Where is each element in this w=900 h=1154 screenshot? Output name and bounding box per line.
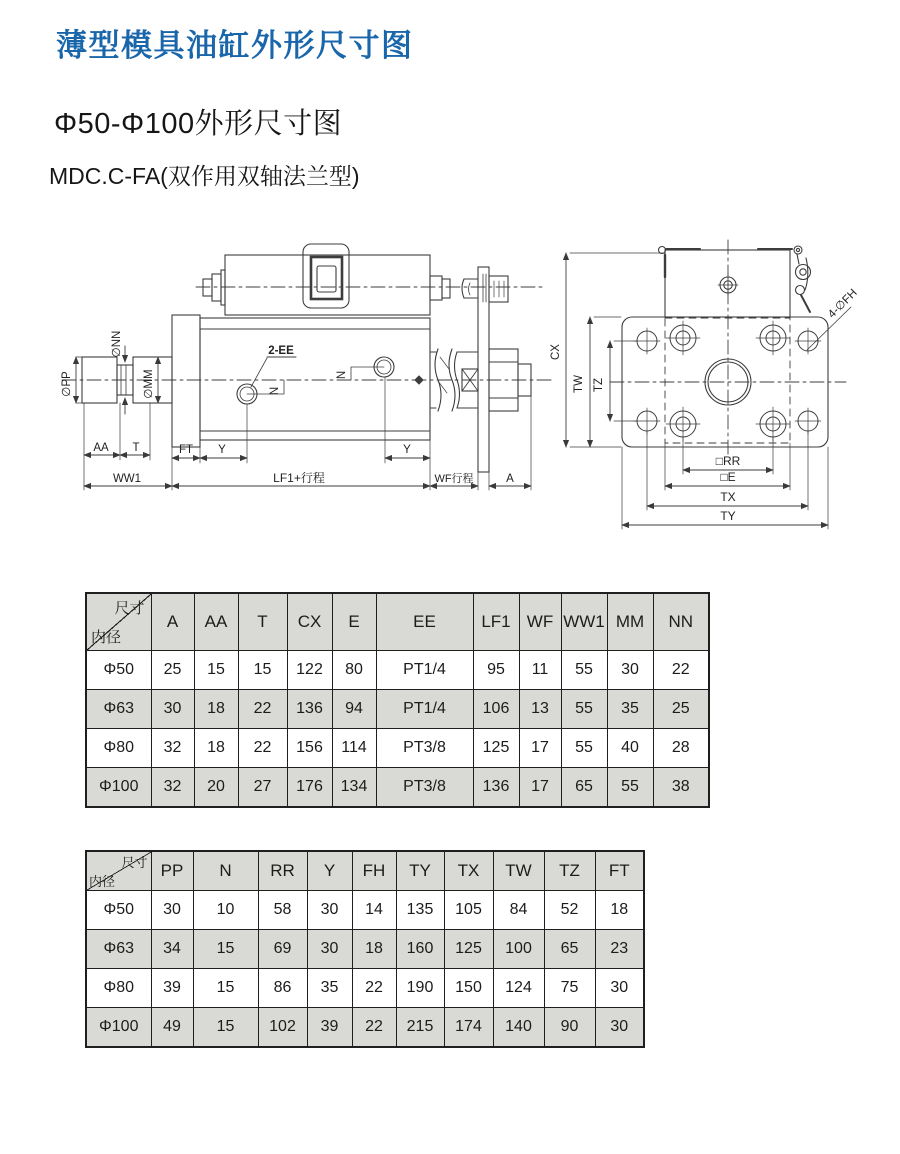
dim-cell: PT3/8 [376,729,473,768]
dim-cell: PT1/4 [376,690,473,729]
dim-cell: 15 [193,1008,258,1048]
corner-label-size: 尺寸 [121,855,148,870]
dim-cell: 23 [595,930,644,969]
col-header: T [238,593,287,651]
page-title: 薄型模具油缸外形尺寸图 [56,28,414,63]
dim-label-tz: TZ [593,377,605,393]
dim-label-ty: TY [720,509,736,523]
bore-cell: Φ80 [86,969,151,1008]
dim-cell: 22 [238,690,287,729]
col-header: RR [258,851,307,891]
dim-cell: 13 [519,690,561,729]
front-view-drawing [610,240,846,458]
dim-cell: 75 [544,969,595,1008]
dim-cell: 40 [607,729,653,768]
col-header: TY [396,851,444,891]
table-row [86,969,644,1008]
dim-cell: 30 [607,651,653,690]
bore-cell: Φ50 [86,891,151,930]
dim-cell: 17 [519,768,561,808]
dim-label-ww1: WW1 [112,473,142,485]
table-row [86,690,709,729]
dim-label-e: □E [720,470,736,484]
col-header: WF [519,593,561,651]
dim-cell: 34 [151,930,193,969]
dim-cell: 65 [561,768,607,808]
col-header: WW1 [561,593,607,651]
dim-cell: 125 [473,729,519,768]
dim-cell: 124 [493,969,544,1008]
dim-cell: 10 [193,891,258,930]
dim-cell: 55 [561,729,607,768]
dim-cell: 150 [444,969,493,1008]
col-header: TX [444,851,493,891]
dim-label-tx: TX [720,490,736,504]
col-header: FT [595,851,644,891]
dim-cell: 80 [332,651,376,690]
dim-label-t: T [132,442,140,454]
table-row [86,1008,644,1048]
dim-cell: 18 [194,690,238,729]
dim-cell: 18 [194,729,238,768]
dim-cell: 55 [561,651,607,690]
dim-label-y-left: Y [218,444,226,456]
dim-cell: 160 [396,930,444,969]
dim-cell: 55 [607,768,653,808]
dim-cell: 136 [473,768,519,808]
col-header: E [332,593,376,651]
dim-label-n-left: N [269,386,281,396]
table-row [86,891,644,930]
dim-label-rr: □RR [715,454,741,468]
dim-cell: 86 [258,969,307,1008]
dim-cell: 15 [194,651,238,690]
dim-cell: PT3/8 [376,768,473,808]
technical-drawing [0,225,900,555]
col-header: NN [653,593,709,651]
dim-cell: 114 [332,729,376,768]
dim-cell: 95 [473,651,519,690]
dim-cell: 11 [519,651,561,690]
dim-label-lf1: LF1+行程 [273,471,325,485]
col-header: Y [307,851,352,891]
corner-label-bore: 内径 [91,629,122,646]
col-header: N [193,851,258,891]
dim-label-mm: ∅MM [143,369,155,399]
dim-cell: 215 [396,1008,444,1048]
dim-cell: 122 [287,651,332,690]
dim-cell: 15 [193,930,258,969]
dim-cell: 32 [151,729,194,768]
dim-label-a: A [506,473,514,485]
size-range-heading: Φ50-Φ100外形尺寸图 [54,108,343,140]
col-header: A [151,593,194,651]
dim-cell: 39 [307,1008,352,1048]
dim-label-fh: 4-∅FH [826,287,860,321]
col-header: AA [194,593,238,651]
dim-cell: 27 [238,768,287,808]
dim-cell: 105 [444,891,493,930]
dim-cell: 30 [595,1008,644,1048]
dim-cell: 30 [307,891,352,930]
dim-cell: 15 [238,651,287,690]
table-row [86,651,709,690]
dim-label-ft: FT [178,444,194,456]
dim-cell: 15 [193,969,258,1008]
table-row [86,729,709,768]
dim-cell: 18 [595,891,644,930]
col-header: FH [352,851,396,891]
dim-cell: 100 [493,930,544,969]
bore-cell: Φ63 [86,930,151,969]
bore-cell: Φ50 [86,651,151,690]
dim-cell: 30 [151,891,193,930]
dim-cell: 65 [544,930,595,969]
dim-cell: 28 [653,729,709,768]
dim-cell: 69 [258,930,307,969]
dim-cell: 135 [396,891,444,930]
dim-cell: 17 [519,729,561,768]
dim-cell: 190 [396,969,444,1008]
col-header: MM [607,593,653,651]
dim-cell: 32 [151,768,194,808]
table-header-row [86,851,644,891]
dim-cell: 55 [561,690,607,729]
dim-cell: 30 [595,969,644,1008]
dim-cell: 22 [238,729,287,768]
dim-label-cx: CX [550,344,562,360]
dim-cell: 25 [151,651,194,690]
table-row [86,768,709,808]
dimension-table-1 [85,592,710,808]
port-label: 2-EE [268,345,294,357]
dim-cell: 22 [352,969,396,1008]
col-header: EE [376,593,473,651]
dim-cell: 136 [287,690,332,729]
table-header-row [86,593,709,651]
dim-cell: 22 [653,651,709,690]
side-view-dimensions [76,346,531,490]
dim-cell: 102 [258,1008,307,1048]
dim-cell: 52 [544,891,595,930]
dim-cell: 156 [287,729,332,768]
dim-cell: 35 [307,969,352,1008]
dim-cell: 94 [332,690,376,729]
bore-cell: Φ100 [86,768,151,808]
bore-cell: Φ100 [86,1008,151,1048]
dim-cell: 39 [151,969,193,1008]
side-view-labels [61,331,514,485]
dim-cell: 38 [653,768,709,808]
dim-cell: 14 [352,891,396,930]
corner-header [86,593,151,651]
dim-cell: 106 [473,690,519,729]
corner-label-size: 尺寸 [114,600,145,617]
bore-cell: Φ80 [86,729,151,768]
col-header: TW [493,851,544,891]
dim-cell: 25 [653,690,709,729]
dim-cell: 49 [151,1008,193,1048]
corner-header [86,851,151,891]
dim-cell: 30 [151,690,194,729]
bore-cell: Φ63 [86,690,151,729]
dim-label-pp: ∅PP [61,371,73,397]
table-row [86,930,644,969]
dim-cell: 174 [444,1008,493,1048]
front-view-labels [550,287,860,523]
dim-cell: 176 [287,768,332,808]
dim-label-nn: ∅NN [111,330,123,358]
front-view-dimensions [566,253,851,529]
corner-label-bore: 内径 [89,874,116,889]
dim-cell: 140 [493,1008,544,1048]
dim-cell: 125 [444,930,493,969]
dim-cell: 58 [258,891,307,930]
dim-label-y-right: Y [403,444,411,456]
col-header: CX [287,593,332,651]
col-header: LF1 [473,593,519,651]
dim-cell: 20 [194,768,238,808]
drawing-svg [0,225,900,555]
dim-cell: PT1/4 [376,651,473,690]
dim-cell: 90 [544,1008,595,1048]
dimension-table-2 [85,850,645,1048]
dim-cell: 35 [607,690,653,729]
dim-label-n-right: N [336,370,348,380]
dim-cell: 22 [352,1008,396,1048]
centerline-marker [415,376,423,384]
dim-cell: 134 [332,768,376,808]
model-heading: MDC.C-FA(双作用双轴法兰型) [49,163,360,189]
side-view-drawing [62,244,552,472]
dim-label-wf: WF行程 [434,473,474,485]
dim-label-tw: TW [573,375,585,393]
dim-label-aa: AA [93,442,109,454]
col-header: TZ [544,851,595,891]
dim-cell: 84 [493,891,544,930]
dim-cell: 18 [352,930,396,969]
col-header: PP [151,851,193,891]
dim-cell: 30 [307,930,352,969]
